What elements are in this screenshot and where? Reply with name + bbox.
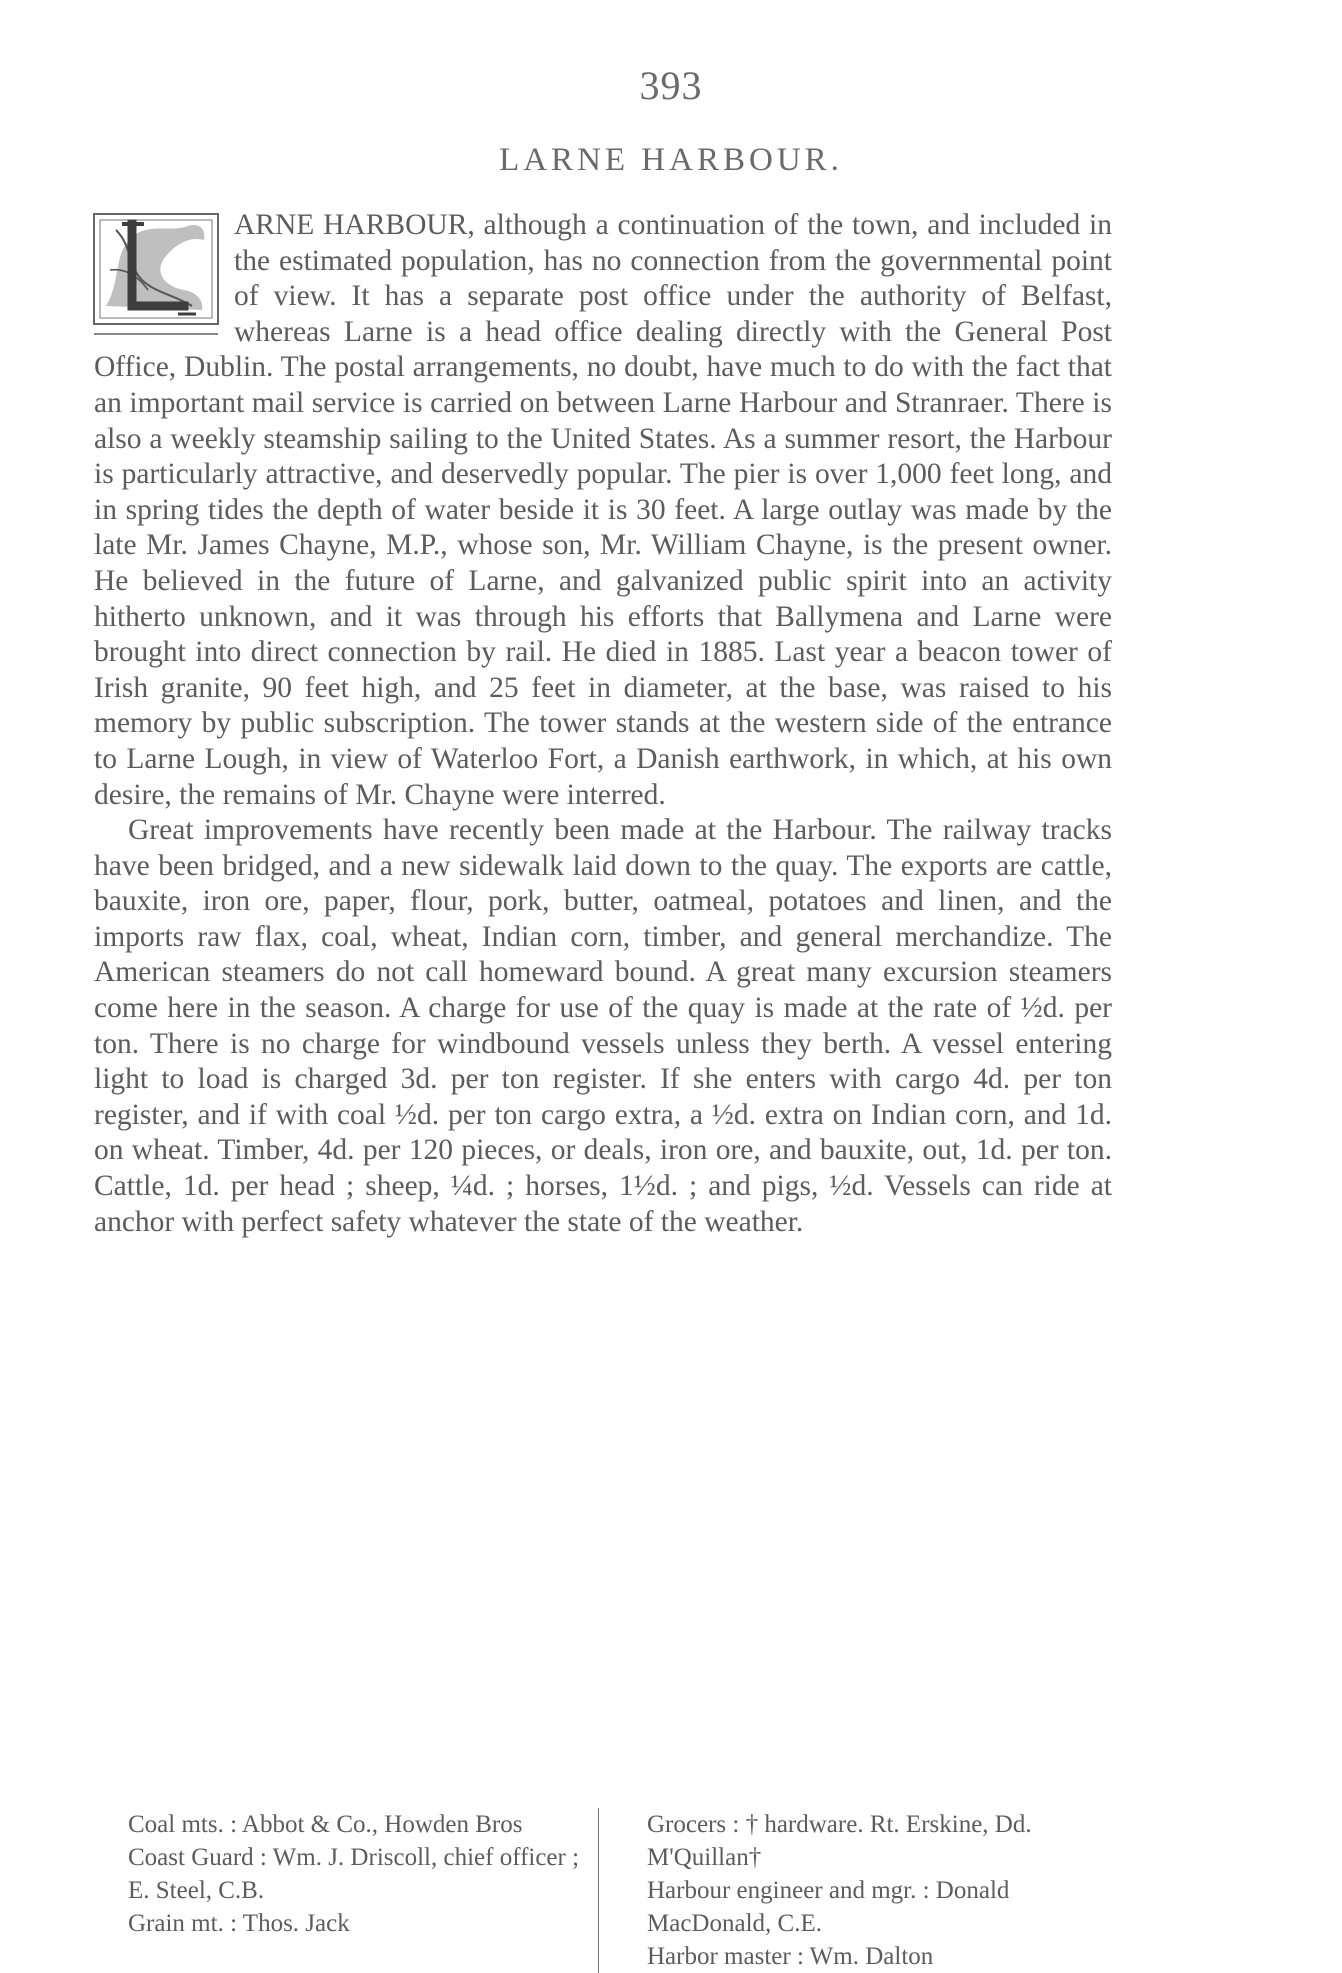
directory-entry-coast-guard: Coast Guard : Wm. J. Driscoll, chief officer ; E. Steel, C.B.	[128, 1844, 580, 1904]
paragraph-1: ARNE HARBOUR, although a continuation of the town, and included in the estimated population, has no connection from the governmental point of view. It has a separate post office under the authority of Belfast, whereas Larne is a head office dealing directly with the General Post Office, Dublin. The postal arrangements, no doubt, have much to do with the fact that an important mail service is carried on between Larne Harbour and Stranraer. There is also a weekly steamship sailing to the United States. As a summer resort, the Harbour is particularly attractive, and deservedly popular. The pier is over 1,000 feet long, and in spring tides the depth of water beside it is 30 feet. A large outlay was made by the late Mr. James Chayne, M.P., whose son, Mr. William Chayne, is the present owner. He believed in the future of Larne, and galvanized public spirit into an activity hitherto unknown, and it was through his efforts that Ballymena and Larne were brought into direct connection by rail. He died in 1885. Last year a beacon tower of Irish granite, 90 feet high, and 25 feet in diameter, at the base, was raised to his memory by public subscription. The tower stands at the western side of the entrance to Larne Lough, in view of Waterloo Fort, a Danish earthwork, in which, at his own desire, the remains of Mr. Chayne were interred.	[94, 209, 1112, 811]
directory-right-column	[599, 1808, 1111, 1973]
directory-entry-harbor-master: Harbor master : Wm. Dalton	[647, 1943, 934, 1970]
directory-entry-coal-merchants: Coal mts. : Abbot & Co., Howden Bros	[128, 1811, 523, 1838]
page-number: 393	[639, 63, 703, 108]
article-body	[94, 208, 1112, 1240]
paragraph-2: Great improvements have recently been made at the Harbour. The railway tracks have been bridged, and a new sidewalk laid down to the quay. The exports are cattle, bauxite, iron ore, paper, flour, pork, butter, oatmeal, potatoes and linen, and the imports raw flax, coal, wheat, Indian corn, timber, and general merchandize. The American steamers do not call homeward bound. A great many excursion steamers come here in the season. A charge for use of the quay is made at the rate of ½d. per ton. There is no charge for windbound vessels unless they berth. A vessel entering light to load is charged 3d. per ton register. If she enters with cargo 4d. per ton register, and if with coal ½d. per ton cargo extra, a ½d. extra on Indian corn, and 1d. on wheat. Timber, 4d. per 120 pieces, or deals, iron ore, and bauxite, out, 1d. per ton. Cattle, 1d. per head ; sheep, ¼d. ; horses, 1½d. ; and pigs, ½d. Vessels can ride at anchor with perfect safety whatever the state of the weather.	[94, 814, 1112, 1238]
directory-entry-grocers: Grocers : † hardware. Rt. Erskine, Dd. M'Quillan†	[647, 1811, 1032, 1871]
page-title: LARNE HARBOUR.	[499, 142, 843, 178]
drop-cap-letter-l	[92, 210, 220, 340]
directory-entry-grain-merchant: Grain mt. : Thos. Jack	[128, 1910, 350, 1937]
trade-directory	[94, 1808, 1112, 1973]
directory-left-column	[94, 1808, 599, 1973]
directory-entry-harbour-engineer: Harbour engineer and mgr. : Donald MacDonald, C.E.	[647, 1877, 1010, 1937]
